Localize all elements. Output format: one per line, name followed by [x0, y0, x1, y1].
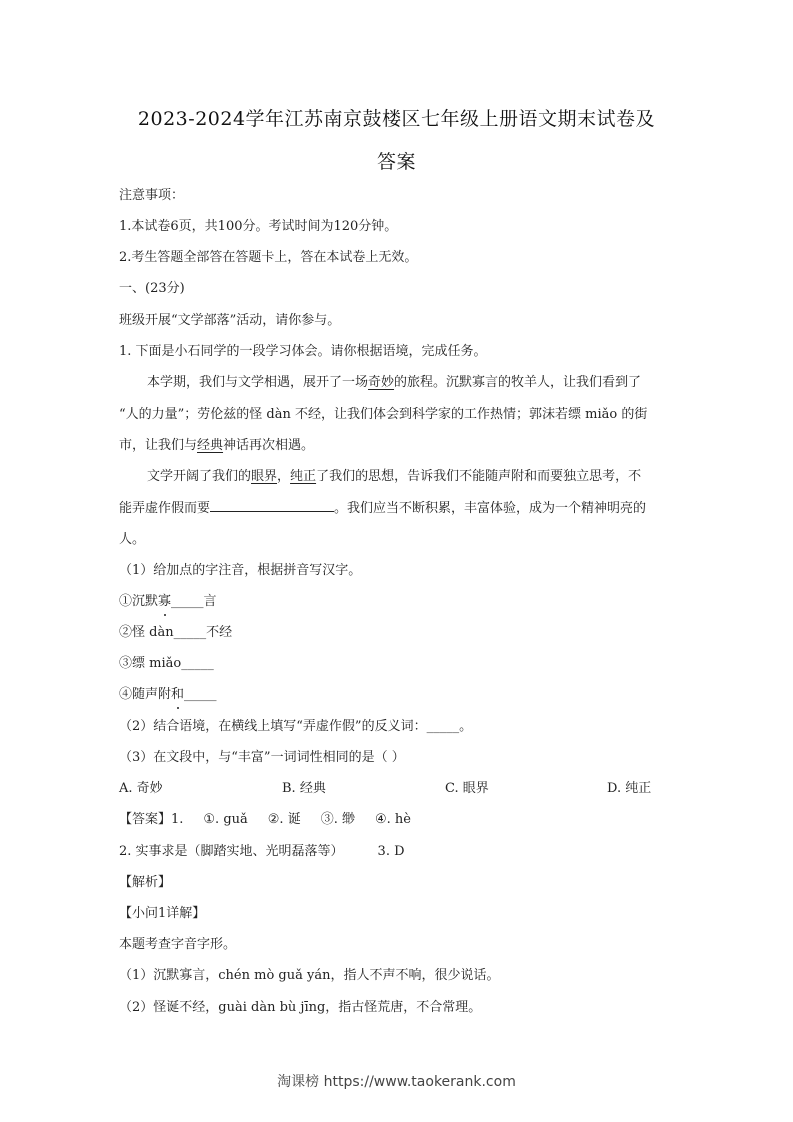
passage-text: 市，让我们与: [119, 438, 198, 453]
dotted-char: 和: [171, 687, 185, 702]
fill-blank: [210, 499, 334, 512]
answer-part: 3. D: [377, 844, 405, 859]
dotted-char: 寡: [158, 594, 172, 609]
underlined-word: 眼界: [251, 469, 278, 484]
analysis-line-1: 本题考查字音字形。: [119, 937, 237, 952]
notice-item-2: 2.考生答题全部答在答题卡上，答在本试卷上无效。: [119, 250, 418, 265]
option-b: B. 经典: [282, 781, 326, 796]
item-text: _____言: [171, 594, 217, 609]
sub-item-2: ②怪 dàn_____不经: [119, 625, 233, 640]
item-text: _____: [184, 687, 217, 702]
underlined-word: 纯正: [290, 469, 317, 484]
passage-text: 。我们应当不断积累，丰富体验，成为一个精神明亮的: [334, 501, 647, 516]
passage-line-1: [147, 374, 641, 392]
document-title-line2: 答案: [376, 151, 416, 173]
sub-question-1: （1）给加点的字注音，根据拼音写汉字。: [119, 563, 362, 578]
sub-item-3: ③缥 miǎo_____: [119, 656, 214, 671]
underlined-word: 奇妙: [368, 375, 395, 390]
question-1: 1. 下面是小石同学的一段学习体会。请你根据语境，完成任务。: [119, 344, 487, 359]
option-c: C. 眼界: [445, 781, 489, 796]
sub-item-4: [119, 686, 217, 704]
answer-line-1: [119, 811, 411, 829]
answer-part: 2. 实事求是（脚踏实地、光明磊落等）: [119, 844, 344, 859]
answer-line-2: [119, 843, 405, 861]
passage-text: ，: [277, 469, 291, 484]
sub-question-3: （3）在文段中，与“丰富”一词词性相同的是（ ）: [119, 750, 405, 765]
answer-part: ②. 诞: [267, 812, 301, 827]
sub-question-detail-label: 【小问1详解】: [119, 906, 206, 921]
passage-text: 神话再次相遇。: [223, 438, 315, 453]
section-heading: 一、(23分): [119, 281, 185, 296]
analysis-line-2: （1）沉默寡言，chén mò guǎ yán，指人不声不响，很少说话。: [119, 968, 500, 983]
option-a: A. 奇妙: [119, 781, 163, 796]
passage-text: 的旅程。沉默寡言的牧羊人，让我们看到了: [394, 375, 642, 390]
passage-text: 了我们的思想，告诉我们不能随声附和而要独立思考，不: [316, 469, 642, 484]
answer-label: 【答案】1.: [119, 812, 184, 827]
footer-watermark: 淘课榜 https://www.taokerank.com: [277, 1074, 516, 1090]
notice-item-1: 1.本试卷6页，共100分。考试时间为120分钟。: [119, 219, 398, 234]
analysis-line-3: （2）怪诞不经，guài dàn bù jīng，指古怪荒唐，不合常理。: [119, 1000, 482, 1015]
analysis-label: 【解析】: [119, 875, 172, 890]
answer-part: ①. guǎ: [203, 812, 248, 827]
passage-line-2: “人的力量”；劳伦兹的怪 dàn 不经，让我们体会到科学家的工作热情；郭沫若缥 miǎo 的街: [119, 407, 648, 422]
passage-text: 文学开阔了我们的: [147, 469, 252, 484]
underlined-word: 经典: [197, 438, 224, 453]
sub-item-1: [119, 593, 217, 611]
answer-part: ③. 缈: [320, 812, 355, 827]
passage-line-5: [119, 499, 646, 518]
passage-text: 本学期，我们与文学相遇，展开了一场: [147, 375, 369, 390]
passage-line-4: [147, 468, 641, 486]
passage-line-3: [119, 437, 314, 455]
answer-part: ④. hè: [374, 812, 411, 827]
item-text: ④随声附: [119, 687, 172, 702]
sub-question-2: （2）结合语境，在横线上填写“弄虚作假”的反义词：_____。: [119, 719, 473, 734]
passage-text: 能弄虚作假而要: [119, 501, 211, 516]
activity-intro: 班级开展“文学部落”活动，请你参与。: [119, 313, 341, 328]
option-d: D. 纯正: [607, 781, 652, 796]
item-text: ①沉默: [119, 594, 159, 609]
notice-heading: 注意事项：: [119, 188, 185, 203]
passage-line-6: 人。: [119, 532, 146, 547]
document-title-line1: 2023-2024学年江苏南京鼓楼区七年级上册语文期末试卷及: [137, 108, 656, 130]
